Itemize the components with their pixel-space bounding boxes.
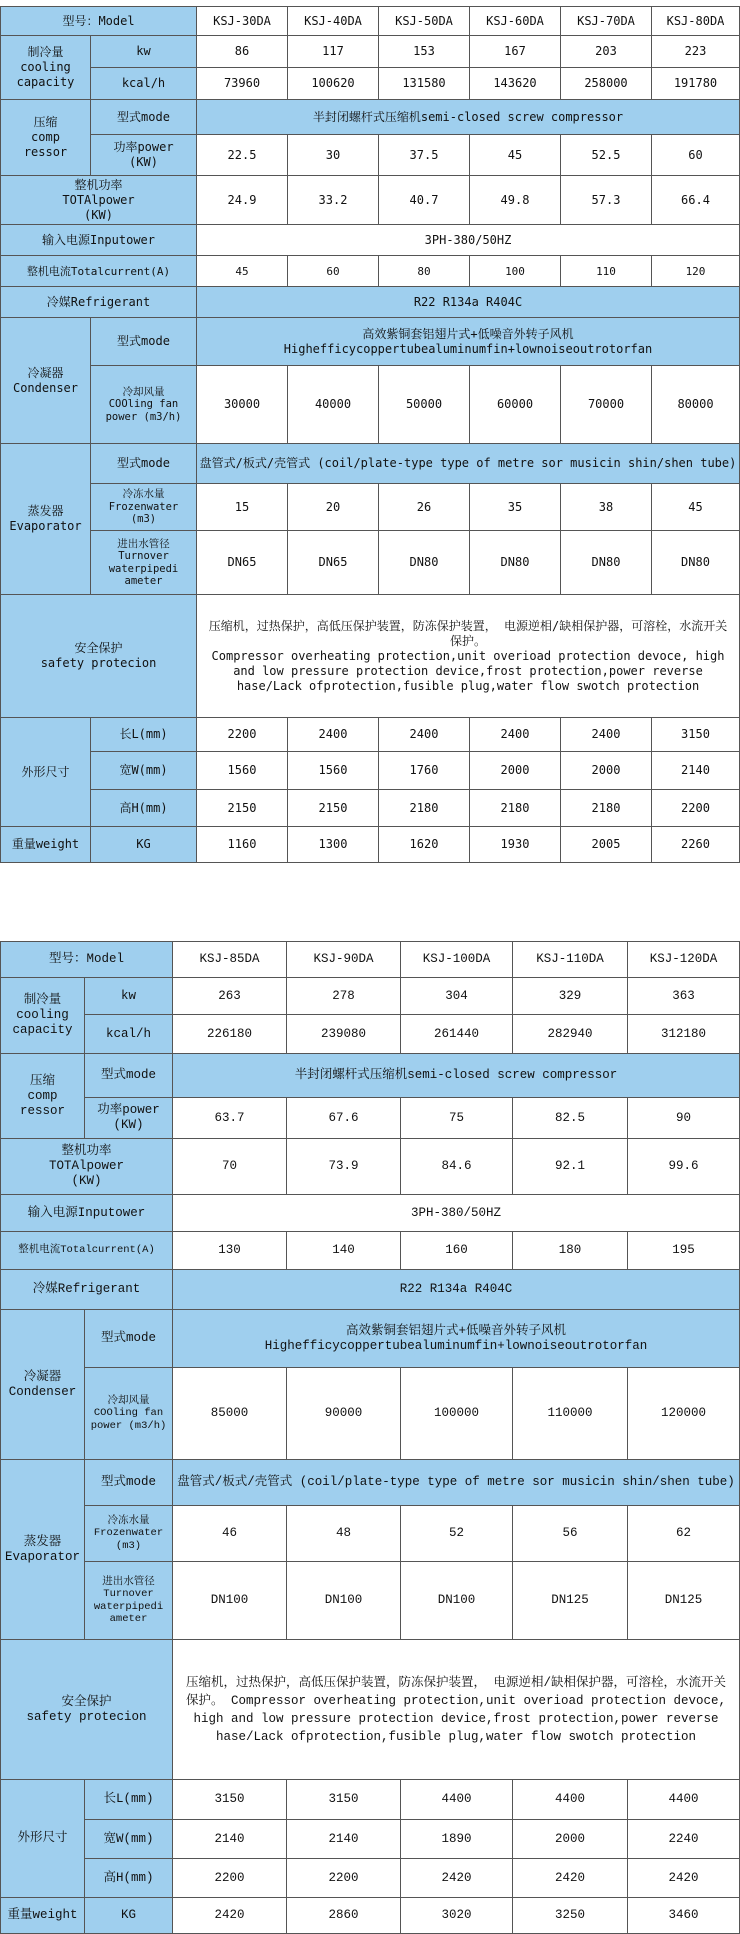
total-power-row: [1, 1139, 740, 1195]
width-cell: 2140: [652, 752, 740, 790]
condenser-air-cell: 85000: [173, 1368, 287, 1460]
cooling-capacity-label: 制冷量 cooling capacity: [1, 978, 85, 1054]
condenser-air-row: [1, 1368, 740, 1460]
input-power-label: 输入电源Inputower: [1, 1195, 173, 1232]
total-power-cell: 24.9: [197, 176, 288, 225]
safety-value: 压缩机，过热保护，高低压保护装置，防冻保护装置， 电源逆相/缺相保护器，可溶栓，水流开关保护。 Compressor overheating protection,unit overioad protection devoce, high and low pressure protection device,frost protection,power reverse hase/Lack ofprotection,fusible plug,water flow swotch protection: [197, 595, 740, 718]
length-cell: 3150: [287, 1780, 401, 1820]
kcal-cell: 226180: [173, 1015, 287, 1054]
safety-row: [1, 1640, 740, 1780]
refrigerant-label: 冷媒Refrigerant: [1, 287, 197, 318]
weight-label: 重量weight: [1, 1898, 85, 1934]
condenser-air-cell: 100000: [401, 1368, 513, 1460]
compressor-power-cell: 67.6: [287, 1098, 401, 1139]
length-label: 长L(mm): [85, 1780, 173, 1820]
cooling-capacity-label: 制冷量 cooling capacity: [1, 36, 91, 100]
length-cell: 2200: [197, 718, 288, 752]
total-power-cell: 92.1: [513, 1139, 628, 1195]
condenser-air-cell: 30000: [197, 366, 288, 444]
width-cell: 2140: [173, 1820, 287, 1859]
total-power-cell: 73.9: [287, 1139, 401, 1195]
weight-cell: 2005: [561, 827, 652, 863]
total-current-cell: 195: [628, 1232, 740, 1270]
kw-cell: 167: [470, 36, 561, 68]
height-label: 高H(mm): [91, 790, 197, 827]
evaporator-water-label: 冷冻水量 Frozenwater (m3): [85, 1506, 173, 1562]
evaporator-pipe-label: 进出水管径 Turnover waterpipedi ameter: [85, 1562, 173, 1640]
compressor-power-cell: 37.5: [379, 135, 470, 176]
condenser-air-cell: 50000: [379, 366, 470, 444]
weight-cell: 1930: [470, 827, 561, 863]
width-label: 宽W(mm): [85, 1820, 173, 1859]
length-cell: 2400: [288, 718, 379, 752]
total-power-cell: 49.8: [470, 176, 561, 225]
compressor-power-label: 功率power (KW): [85, 1098, 173, 1139]
compressor-label: 压缩 comp ressor: [1, 1054, 85, 1139]
kw-cell: 153: [379, 36, 470, 68]
model-label: 型号：Model: [1, 7, 197, 36]
compressor-power-cell: 30: [288, 135, 379, 176]
height-cell: 2180: [561, 790, 652, 827]
compressor-type-row: [1, 100, 740, 135]
evaporator-pipe-cell: DN100: [401, 1562, 513, 1640]
total-power-cell: 40.7: [379, 176, 470, 225]
evaporator-pipe-cell: DN65: [288, 531, 379, 595]
total-current-cell: 100: [470, 256, 561, 287]
evaporator-type-row: [1, 444, 740, 484]
evaporator-water-label: 冷冻水量 Frozenwater (m3): [91, 484, 197, 531]
kcal-cell: 131580: [379, 68, 470, 100]
model-cell: KSJ-30DA: [197, 7, 288, 36]
weight-unit: KG: [91, 827, 197, 863]
condenser-air-cell: 60000: [470, 366, 561, 444]
evaporator-type-value: 盘管式/板式/壳管式 (coil/plate-type type of metre sor musicin shin/shen tube): [173, 1460, 740, 1506]
compressor-power-cell: 22.5: [197, 135, 288, 176]
kw-label: kw: [91, 36, 197, 68]
condenser-air-cell: 40000: [288, 366, 379, 444]
kw-cell: 329: [513, 978, 628, 1015]
refrigerant-label: 冷媒Refrigerant: [1, 1270, 173, 1310]
weight-row: [1, 827, 740, 863]
length-cell: 3150: [652, 718, 740, 752]
weight-cell: 3250: [513, 1898, 628, 1934]
length-cell: 2400: [470, 718, 561, 752]
length-cell: 4400: [628, 1780, 740, 1820]
compressor-power-cell: 45: [470, 135, 561, 176]
evaporator-pipe-cell: DN80: [379, 531, 470, 595]
height-cell: 2180: [379, 790, 470, 827]
spec-table-1: [0, 6, 740, 863]
evaporator-water-cell: 46: [173, 1506, 287, 1562]
compressor-power-cell: 75: [401, 1098, 513, 1139]
kw-cell: 363: [628, 978, 740, 1015]
safety-row: [1, 595, 740, 718]
compressor-power-label: 功率power (KW): [91, 135, 197, 176]
kcal-cell: 191780: [652, 68, 740, 100]
weight-cell: 1620: [379, 827, 470, 863]
evaporator-pipe-cell: DN80: [561, 531, 652, 595]
evaporator-pipe-cell: DN65: [197, 531, 288, 595]
weight-cell: 3020: [401, 1898, 513, 1934]
kw-cell: 203: [561, 36, 652, 68]
height-row: [1, 790, 740, 827]
kw-cell: 223: [652, 36, 740, 68]
model-cell: KSJ-60DA: [470, 7, 561, 36]
width-cell: 1560: [288, 752, 379, 790]
evaporator-pipe-row: [1, 1562, 740, 1640]
evaporator-water-cell: 20: [288, 484, 379, 531]
refrigerant-value: R22 R134a R404C: [197, 287, 740, 318]
kcal-cell: 312180: [628, 1015, 740, 1054]
condenser-type-value: 高效紫铜套铝翅片式+低噪音外转子风机 Highefficycoppertubealuminumfin+lownoiseoutrotorfan: [173, 1310, 740, 1368]
evaporator-pipe-label: 进出水管径 Turnover waterpipedi ameter: [91, 531, 197, 595]
total-current-cell: 140: [287, 1232, 401, 1270]
evaporator-water-cell: 56: [513, 1506, 628, 1562]
width-cell: 2000: [561, 752, 652, 790]
evaporator-type-value: 盘管式/板式/壳管式 (coil/plate-type type of metre sor musicin shin/shen tube): [197, 444, 740, 484]
kcal-cell: 143620: [470, 68, 561, 100]
total-current-cell: 160: [401, 1232, 513, 1270]
refrigerant-row: [1, 287, 740, 318]
evaporator-water-cell: 15: [197, 484, 288, 531]
model-label: 型号：Model: [1, 942, 173, 978]
height-cell: 2150: [288, 790, 379, 827]
evaporator-water-cell: 26: [379, 484, 470, 531]
input-power-row: [1, 225, 740, 256]
model-cell: KSJ-90DA: [287, 942, 401, 978]
refrigerant-value: R22 R134a R404C: [173, 1270, 740, 1310]
compressor-type-row: [1, 1054, 740, 1098]
length-cell: 4400: [513, 1780, 628, 1820]
condenser-type-row: [1, 318, 740, 366]
condenser-air-label: 冷却风量 COOling fan power (m3/h): [91, 366, 197, 444]
compressor-type-value: 半封闭螺杆式压缩机semi-closed screw compressor: [197, 100, 740, 135]
safety-value: 压缩机，过热保护，高低压保护装置，防冻保护装置， 电源逆相/缺相保护器，可溶栓，水流开关保护。 Compressor overheating protection,unit overioad protection devoce, high and low pressure protection device,frost protection,power reverse hase/Lack ofprotection,fusible plug,water flow swotch protection: [173, 1640, 740, 1780]
height-cell: 2420: [513, 1859, 628, 1898]
kcal-row: [1, 68, 740, 100]
model-cell: KSJ-40DA: [288, 7, 379, 36]
width-cell: 2000: [470, 752, 561, 790]
total-current-cell: 130: [173, 1232, 287, 1270]
condenser-type-label: 型式mode: [85, 1310, 173, 1368]
model-cell: KSJ-70DA: [561, 7, 652, 36]
condenser-air-cell: 120000: [628, 1368, 740, 1460]
width-cell: 1890: [401, 1820, 513, 1859]
total-power-cell: 99.6: [628, 1139, 740, 1195]
condenser-air-label: 冷却风量 COOling fan power (m3/h): [85, 1368, 173, 1460]
condenser-air-cell: 70000: [561, 366, 652, 444]
dimensions-label: 外形尺寸: [1, 718, 91, 827]
evaporator-water-cell: 52: [401, 1506, 513, 1562]
width-row: [1, 1820, 740, 1859]
total-current-row: [1, 256, 740, 287]
condenser-type-row: [1, 1310, 740, 1368]
model-cell: KSJ-100DA: [401, 942, 513, 978]
total-power-label: 整机功率 TOTAlpower (KW): [1, 176, 197, 225]
condenser-air-row: [1, 366, 740, 444]
evaporator-pipe-cell: DN100: [287, 1562, 401, 1640]
kcal-cell: 261440: [401, 1015, 513, 1054]
kcal-label: kcal/h: [85, 1015, 173, 1054]
condenser-label: 冷凝器 Condenser: [1, 1310, 85, 1460]
total-current-row: [1, 1232, 740, 1270]
height-cell: 2420: [401, 1859, 513, 1898]
condenser-type-value: 高效紫铜套铝翅片式+低噪音外转子风机 Highefficycoppertubealuminumfin+lownoiseoutrotorfan: [197, 318, 740, 366]
length-row: [1, 718, 740, 752]
compressor-power-cell: 90: [628, 1098, 740, 1139]
total-current-label: 整机电流Totalcurrent(A): [1, 256, 197, 287]
weight-cell: 1300: [288, 827, 379, 863]
evaporator-pipe-cell: DN80: [652, 531, 740, 595]
compressor-power-cell: 63.7: [173, 1098, 287, 1139]
condenser-type-label: 型式mode: [91, 318, 197, 366]
kcal-label: kcal/h: [91, 68, 197, 100]
safety-label: 安全保护 safety protecion: [1, 1640, 173, 1780]
width-cell: 2140: [287, 1820, 401, 1859]
input-power-value: 3PH-380/50HZ: [173, 1195, 740, 1232]
length-cell: 2400: [379, 718, 470, 752]
kw-row: [1, 978, 740, 1015]
height-cell: 2200: [652, 790, 740, 827]
weight-cell: 3460: [628, 1898, 740, 1934]
evaporator-type-label: 型式mode: [91, 444, 197, 484]
total-current-cell: 45: [197, 256, 288, 287]
length-row: [1, 1780, 740, 1820]
compressor-power-row: [1, 135, 740, 176]
total-current-cell: 80: [379, 256, 470, 287]
evaporator-pipe-cell: DN80: [470, 531, 561, 595]
model-cell: KSJ-120DA: [628, 942, 740, 978]
total-current-cell: 110: [561, 256, 652, 287]
evaporator-water-row: [1, 484, 740, 531]
kcal-cell: 239080: [287, 1015, 401, 1054]
total-power-cell: 57.3: [561, 176, 652, 225]
weight-row: [1, 1898, 740, 1934]
weight-unit: KG: [85, 1898, 173, 1934]
width-cell: 2000: [513, 1820, 628, 1859]
total-current-cell: 180: [513, 1232, 628, 1270]
kw-label: kw: [85, 978, 173, 1015]
evaporator-label: 蒸发器 Evaporator: [1, 444, 91, 595]
kw-cell: 86: [197, 36, 288, 68]
evaporator-pipe-cell: DN125: [628, 1562, 740, 1640]
height-cell: 2150: [197, 790, 288, 827]
compressor-power-cell: 52.5: [561, 135, 652, 176]
kcal-cell: 258000: [561, 68, 652, 100]
refrigerant-row: [1, 1270, 740, 1310]
width-label: 宽W(mm): [91, 752, 197, 790]
total-power-cell: 70: [173, 1139, 287, 1195]
weight-cell: 2860: [287, 1898, 401, 1934]
input-power-value: 3PH-380/50HZ: [197, 225, 740, 256]
height-cell: 2420: [628, 1859, 740, 1898]
compressor-type-label: 型式mode: [91, 100, 197, 135]
total-current-cell: 60: [288, 256, 379, 287]
height-cell: 2180: [470, 790, 561, 827]
length-cell: 2400: [561, 718, 652, 752]
compressor-power-cell: 60: [652, 135, 740, 176]
evaporator-type-row: [1, 1460, 740, 1506]
width-cell: 1560: [197, 752, 288, 790]
width-row: [1, 752, 740, 790]
height-cell: 2200: [173, 1859, 287, 1898]
evaporator-water-cell: 62: [628, 1506, 740, 1562]
total-power-cell: 33.2: [288, 176, 379, 225]
weight-label: 重量weight: [1, 827, 91, 863]
weight-cell: 1160: [197, 827, 288, 863]
evaporator-pipe-cell: DN100: [173, 1562, 287, 1640]
model-cell: KSJ-85DA: [173, 942, 287, 978]
kw-row: [1, 36, 740, 68]
spec-table-2: [0, 941, 740, 1934]
kw-cell: 263: [173, 978, 287, 1015]
total-power-label: 整机功率 TOTAlpower (KW): [1, 1139, 173, 1195]
kw-cell: 117: [288, 36, 379, 68]
kcal-cell: 282940: [513, 1015, 628, 1054]
condenser-air-cell: 90000: [287, 1368, 401, 1460]
kw-cell: 278: [287, 978, 401, 1015]
input-power-label: 输入电源Inputower: [1, 225, 197, 256]
total-current-cell: 120: [652, 256, 740, 287]
length-cell: 3150: [173, 1780, 287, 1820]
length-cell: 4400: [401, 1780, 513, 1820]
compressor-label: 压缩 comp ressor: [1, 100, 91, 176]
model-row: [1, 942, 740, 978]
condenser-air-cell: 80000: [652, 366, 740, 444]
evaporator-pipe-cell: DN125: [513, 1562, 628, 1640]
evaporator-pipe-row: [1, 531, 740, 595]
model-cell: KSJ-110DA: [513, 942, 628, 978]
weight-cell: 2260: [652, 827, 740, 863]
kw-cell: 304: [401, 978, 513, 1015]
width-cell: 1760: [379, 752, 470, 790]
length-label: 长L(mm): [91, 718, 197, 752]
safety-label: 安全保护 safety protecion: [1, 595, 197, 718]
model-cell: KSJ-50DA: [379, 7, 470, 36]
total-power-row: [1, 176, 740, 225]
height-row: [1, 1859, 740, 1898]
weight-cell: 2420: [173, 1898, 287, 1934]
height-cell: 2200: [287, 1859, 401, 1898]
input-power-row: [1, 1195, 740, 1232]
compressor-type-value: 半封闭螺杆式压缩机semi-closed screw compressor: [173, 1054, 740, 1098]
width-cell: 2240: [628, 1820, 740, 1859]
evaporator-water-cell: 48: [287, 1506, 401, 1562]
evaporator-water-cell: 38: [561, 484, 652, 531]
total-current-label: 整机电流Totalcurrent(A): [1, 1232, 173, 1270]
model-cell: KSJ-80DA: [652, 7, 740, 36]
condenser-label: 冷凝器 Condenser: [1, 318, 91, 444]
compressor-power-row: [1, 1098, 740, 1139]
model-row: [1, 7, 740, 36]
evaporator-label: 蒸发器 Evaporator: [1, 1460, 85, 1640]
dimensions-label: 外形尺寸: [1, 1780, 85, 1898]
condenser-air-cell: 110000: [513, 1368, 628, 1460]
compressor-power-cell: 82.5: [513, 1098, 628, 1139]
evaporator-water-cell: 35: [470, 484, 561, 531]
evaporator-water-row: [1, 1506, 740, 1562]
compressor-type-label: 型式mode: [85, 1054, 173, 1098]
kcal-row: [1, 1015, 740, 1054]
kcal-cell: 73960: [197, 68, 288, 100]
total-power-cell: 66.4: [652, 176, 740, 225]
height-label: 高H(mm): [85, 1859, 173, 1898]
total-power-cell: 84.6: [401, 1139, 513, 1195]
kcal-cell: 100620: [288, 68, 379, 100]
evaporator-type-label: 型式mode: [85, 1460, 173, 1506]
evaporator-water-cell: 45: [652, 484, 740, 531]
